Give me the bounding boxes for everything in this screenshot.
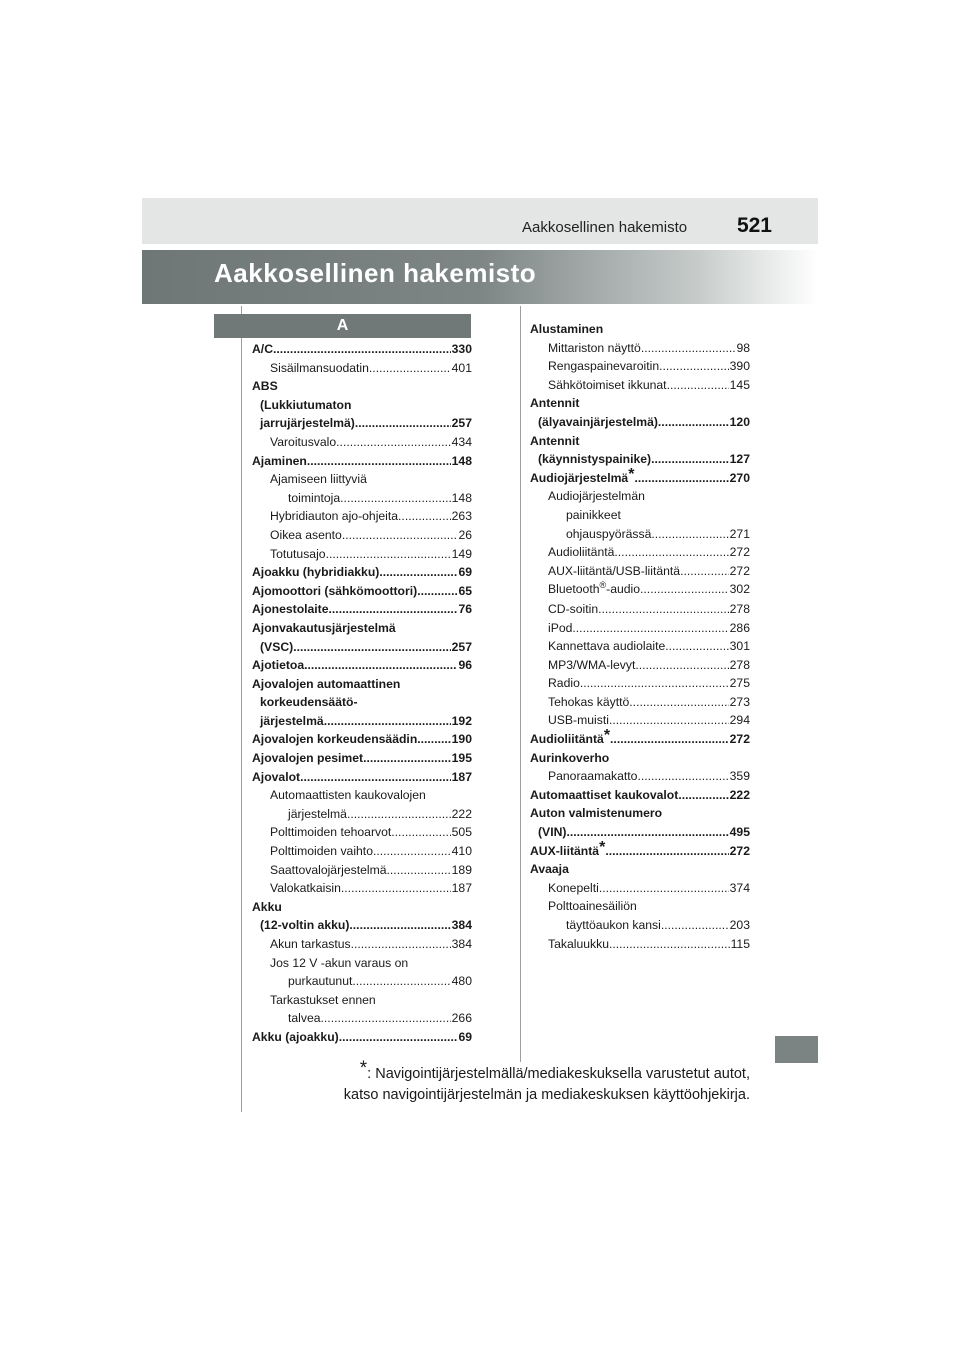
entry-label: Rengaspainevaroitin	[548, 359, 660, 374]
dot-leader	[304, 656, 457, 675]
dot-leader	[351, 935, 451, 954]
entry-page-number: 505	[451, 825, 472, 840]
entry-page-number: 278	[729, 657, 750, 672]
index-entry	[530, 580, 750, 600]
index-entry	[252, 359, 472, 378]
index-entry	[252, 1009, 472, 1028]
dot-leader	[566, 823, 728, 842]
dot-leader	[665, 637, 728, 656]
dot-leader	[341, 879, 451, 898]
index-entry	[530, 394, 750, 413]
index-column-left	[252, 340, 472, 1047]
entry-label: Saattovalojärjestelmä	[270, 862, 387, 877]
entry-label: ohjauspyörässä	[566, 526, 652, 541]
running-header-title: Aakkosellinen hakemisto	[522, 219, 688, 236]
dot-leader	[391, 823, 450, 842]
section-thumb-tab	[775, 1036, 818, 1063]
entry-label: Ajonvakautusjärjestelmä	[252, 620, 396, 635]
entry-label: CD-soitin	[548, 601, 599, 616]
page-number: 521	[736, 214, 772, 237]
index-entry	[252, 805, 472, 824]
entry-label: Oikea asento	[270, 527, 342, 542]
dot-leader	[635, 656, 728, 675]
entry-label: Ajovalojen pesimet	[252, 751, 364, 766]
entry-label: täyttöaukon kansi	[566, 918, 661, 932]
dot-leader	[355, 414, 451, 433]
index-entry	[252, 991, 472, 1010]
entry-label: Sähkötoimiset ikkunat	[548, 377, 667, 392]
entry-label: (Lukkiutumaton	[260, 397, 352, 412]
entry-label: Polttoainesäiliön	[548, 899, 637, 914]
entry-label: Ajotietoa	[252, 658, 305, 673]
dot-leader	[339, 1028, 458, 1047]
entry-label: Sisäilmansuodatin	[270, 360, 369, 375]
dot-leader	[340, 489, 450, 508]
dot-leader	[680, 562, 729, 581]
index-entry	[530, 838, 750, 861]
index-entry	[530, 897, 750, 916]
entry-label: Ajonestolaite	[252, 602, 329, 617]
index-entry	[252, 823, 472, 842]
entry-label: Totutusajo	[270, 546, 326, 561]
entry-label: Automaattiset kaukovalot	[530, 787, 679, 802]
entry-label: Ajovalot	[252, 769, 301, 784]
column-divider	[520, 306, 521, 1062]
entry-page-number: 278	[729, 601, 750, 616]
index-entry	[252, 1028, 472, 1047]
entry-page-number: 203	[729, 918, 750, 932]
index-entry	[252, 545, 472, 564]
index-entry	[252, 935, 472, 954]
index-entry	[530, 506, 750, 525]
entry-label: Antennit	[530, 433, 580, 448]
index-entry	[252, 563, 472, 582]
index-entry	[252, 675, 472, 694]
entry-page-number: 272	[729, 732, 750, 747]
dot-leader	[659, 357, 729, 376]
footnote-star: *	[599, 838, 606, 856]
entry-page-number: 374	[729, 880, 750, 895]
entry-page-number: 434	[451, 434, 472, 449]
entry-label: Akku (ajoakku)	[252, 1029, 339, 1044]
index-entry	[530, 619, 750, 638]
index-entry	[530, 465, 750, 488]
entry-label: Konepelti	[548, 880, 599, 895]
entry-page-number: 302	[729, 582, 750, 597]
footnote	[343, 1058, 750, 1106]
dot-leader	[379, 563, 457, 582]
dot-leader	[326, 545, 451, 564]
dot-leader	[658, 413, 729, 432]
entry-label: AUX-liitäntä/USB-liitäntä	[548, 563, 681, 578]
index-entry	[252, 489, 472, 508]
entry-page-number: 115	[730, 936, 750, 951]
entry-page-number: 401	[451, 360, 472, 375]
index-entry	[252, 916, 472, 935]
index-entry	[252, 712, 472, 731]
dot-leader	[641, 339, 736, 358]
entry-page-number: 384	[451, 937, 472, 951]
entry-label: Tarkastukset ennen	[270, 992, 376, 1007]
index-entry	[530, 711, 750, 730]
dot-leader	[363, 749, 451, 768]
entry-page-number: 410	[451, 844, 472, 859]
entry-label: Ajomoottori (sähkömoottori)	[252, 583, 418, 598]
dot-leader	[599, 879, 729, 898]
entry-page-number: 187	[451, 881, 472, 896]
entry-label: Ajovalojen automaattinen	[252, 676, 401, 691]
entry-label: Bluetooth	[548, 582, 600, 597]
entry-page-number: 148	[451, 453, 472, 468]
entry-page-number: 76	[458, 602, 472, 617]
index-entry	[252, 470, 472, 489]
dot-leader	[637, 767, 728, 786]
entry-label-suffix: -audio	[606, 582, 641, 597]
entry-page-number: 145	[729, 377, 750, 392]
entry-page-number: 384	[451, 918, 472, 933]
index-entry	[530, 935, 750, 954]
index-entry	[530, 860, 750, 879]
entry-label: järjestelmä	[260, 713, 324, 728]
index-entry	[252, 730, 472, 749]
entry-label: Tehokas käyttö	[548, 694, 630, 709]
index-entry	[530, 823, 750, 842]
entry-label: iPod	[548, 620, 573, 635]
entry-page-number: 26	[458, 527, 472, 542]
index-entry	[252, 396, 472, 415]
dot-leader	[324, 712, 451, 731]
index-entry	[252, 954, 472, 973]
index-entry	[530, 376, 750, 395]
dot-leader	[300, 768, 451, 787]
entry-label: (käynnistyspainike)	[538, 452, 652, 467]
entry-page-number: 359	[729, 769, 750, 784]
entry-label: (VIN)	[538, 825, 567, 840]
entry-label: talvea	[288, 1011, 321, 1026]
entry-label: Polttimoiden tehoarvot	[270, 825, 392, 840]
dot-leader	[329, 600, 458, 619]
entry-label: järjestelmä	[288, 806, 347, 821]
index-entry	[530, 487, 750, 506]
index-entry	[530, 413, 750, 432]
footnote-line-1: : Navigointijärjestelmällä/mediakeskuksella varustetut autot,	[367, 1066, 750, 1082]
index-entry	[252, 861, 472, 880]
entry-page-number: 222	[451, 806, 472, 821]
entry-page-number: 272	[729, 563, 750, 578]
entry-label: Audioliitäntä	[530, 732, 604, 747]
entry-label: Ajovalojen korkeudensäädin	[252, 732, 418, 747]
dot-leader	[321, 1009, 451, 1028]
footnote-star: *	[359, 1058, 368, 1079]
entry-label: MP3/WMA-levyt	[548, 657, 636, 672]
entry-page-number: 480	[451, 974, 472, 989]
index-entry	[252, 768, 472, 787]
dot-leader	[349, 916, 450, 935]
entry-label: Avaaja	[530, 862, 569, 877]
dot-leader	[273, 340, 451, 359]
index-entry	[252, 786, 472, 805]
index-entry	[252, 656, 472, 675]
index-entry	[530, 432, 750, 451]
entry-page-number: 257	[451, 416, 472, 431]
entry-label: jarrujärjestelmä)	[260, 416, 355, 431]
index-entry	[252, 582, 472, 601]
dot-leader	[336, 433, 450, 452]
index-entry	[530, 786, 750, 805]
index-column-right	[530, 320, 750, 953]
dot-leader	[614, 543, 728, 562]
entry-label: Radio	[548, 676, 580, 691]
entry-page-number: 270	[729, 470, 750, 485]
index-entry	[530, 450, 750, 469]
dot-leader	[347, 805, 451, 824]
index-entry	[530, 656, 750, 675]
index-entry	[530, 562, 750, 581]
entry-label: purkautunut	[288, 974, 353, 989]
dot-leader	[307, 452, 451, 471]
dot-leader	[387, 861, 451, 880]
dot-leader	[651, 450, 729, 469]
index-entry	[252, 972, 472, 991]
entry-label: toimintoja	[288, 490, 341, 505]
dot-leader	[580, 674, 729, 693]
entry-page-number: 301	[729, 639, 750, 654]
entry-label: Takaluukku	[548, 936, 609, 951]
entry-page-number: 148	[451, 490, 472, 505]
index-entry	[252, 340, 472, 359]
entry-page-number: 495	[729, 825, 750, 840]
entry-label: Panoraamakatto	[548, 769, 638, 784]
dot-leader	[293, 638, 450, 657]
index-entry	[530, 767, 750, 786]
index-entry	[530, 674, 750, 693]
index-entry	[530, 879, 750, 898]
dot-leader	[572, 619, 728, 638]
footnote-star: *	[603, 727, 611, 745]
dot-leader	[417, 730, 450, 749]
dot-leader	[634, 469, 728, 488]
entry-label: Automaattisten kaukovalojen	[270, 788, 426, 803]
entry-label: USB-muisti	[548, 713, 609, 728]
entry-page-number: 65	[458, 583, 472, 598]
dot-leader	[678, 786, 728, 805]
entry-page-number: 272	[729, 843, 750, 858]
entry-label: Auton valmistenumero	[530, 806, 663, 821]
entry-label: korkeudensäätö-	[260, 695, 358, 710]
dot-leader	[667, 376, 729, 395]
entry-page-number: 127	[729, 452, 750, 467]
entry-page-number: 120	[729, 414, 750, 429]
entry-page-number: 390	[729, 359, 750, 374]
index-entry	[252, 898, 472, 917]
entry-page-number: 98	[736, 340, 750, 355]
entry-page-number: 266	[451, 1011, 472, 1026]
entry-label: ABS	[252, 379, 278, 394]
dot-leader	[605, 842, 728, 861]
footnote-line-2: katso navigointijärjestelmän ja mediakeskuksen käyttöohjekirja.	[343, 1087, 750, 1103]
dot-leader	[609, 711, 729, 730]
index-entry	[252, 749, 472, 768]
entry-page-number: 263	[451, 509, 472, 524]
entry-label: Ajamiseen liittyviä	[270, 472, 367, 487]
index-entry	[530, 727, 750, 749]
entry-label: Alustaminen	[530, 322, 604, 336]
index-entry	[530, 525, 750, 544]
dot-leader	[651, 525, 728, 544]
entry-page-number: 69	[458, 565, 472, 580]
index-entry	[252, 507, 472, 526]
index-entry	[252, 414, 472, 433]
entry-page-number: 286	[729, 620, 750, 635]
entry-label: Akku	[252, 899, 282, 914]
registered-mark: ®	[599, 580, 607, 591]
dot-leader	[629, 693, 728, 712]
entry-label: (VSC)	[260, 639, 294, 654]
index-entry	[252, 526, 472, 545]
entry-page-number: 96	[458, 658, 472, 673]
dot-leader	[598, 600, 729, 619]
index-entry	[252, 452, 472, 471]
index-entry	[530, 357, 750, 376]
entry-page-number: 195	[451, 751, 472, 766]
index-entry	[252, 693, 472, 712]
index-entry	[252, 600, 472, 619]
entry-page-number: 330	[451, 342, 472, 356]
index-entry	[530, 804, 750, 823]
index-entry	[252, 619, 472, 638]
index-entry	[530, 600, 750, 619]
entry-label: Audiojärjestelmä	[530, 470, 629, 485]
entry-label: (12-voltin akku)	[260, 918, 350, 933]
entry-page-number: 294	[729, 713, 750, 728]
entry-page-number: 189	[451, 862, 472, 877]
index-entry	[530, 637, 750, 656]
entry-label: Jos 12 V -akun varaus on	[270, 955, 409, 970]
entry-label: AUX-liitäntä	[530, 843, 600, 858]
entry-label: A/C	[252, 342, 273, 356]
entry-page-number: 275	[729, 676, 750, 691]
index-entry	[530, 749, 750, 768]
dot-leader	[640, 580, 729, 599]
entry-label: (älyavainjärjestelmä)	[538, 414, 658, 429]
entry-page-number: 271	[729, 526, 750, 541]
left-column-rule	[241, 306, 242, 1112]
index-entry	[530, 693, 750, 712]
entry-label: Ajoakku (hybridiakku)	[252, 565, 380, 580]
index-entry	[252, 433, 472, 452]
entry-page-number: 192	[451, 713, 472, 728]
entry-page-number: 187	[451, 769, 472, 784]
index-entry	[530, 916, 750, 935]
dot-leader	[661, 916, 729, 935]
entry-page-number: 257	[451, 639, 472, 654]
dot-leader	[342, 526, 458, 545]
entry-label: Mittariston näyttö	[548, 340, 641, 355]
entry-label: Antennit	[530, 396, 580, 411]
index-entry	[530, 320, 750, 339]
index-entry	[252, 377, 472, 396]
dot-leader	[609, 935, 730, 954]
entry-page-number: 190	[451, 732, 472, 747]
entry-label: Kannettava audiolaite	[548, 639, 666, 654]
dot-leader	[369, 359, 451, 378]
page-title: Aakkosellinen hakemisto	[214, 258, 537, 288]
index-entry	[252, 879, 472, 898]
entry-page-number: 69	[458, 1029, 472, 1044]
entry-label: Valokatkaisin	[270, 881, 341, 896]
dot-leader	[352, 972, 450, 991]
letter-heading: A	[214, 314, 471, 338]
dot-leader	[610, 730, 729, 749]
entry-page-number: 222	[729, 787, 750, 802]
entry-label: Aurinkoverho	[530, 750, 610, 765]
header-band	[142, 198, 818, 244]
entry-label: painikkeet	[566, 507, 621, 522]
entry-label: Audioliitäntä	[548, 545, 615, 560]
dot-leader	[417, 582, 457, 601]
entry-label: Akun tarkastus	[270, 937, 351, 951]
entry-label: Varoitusvalo	[270, 434, 337, 449]
index-entry	[252, 842, 472, 861]
dot-leader	[398, 507, 451, 526]
entry-page-number: 149	[451, 546, 472, 561]
index-entry	[530, 543, 750, 562]
entry-label: Audiojärjestelmän	[548, 489, 645, 504]
entry-page-number: 273	[729, 694, 750, 709]
footnote-star: *	[628, 465, 635, 483]
index-entry	[530, 339, 750, 358]
entry-label: Polttimoiden vaihto	[270, 844, 373, 859]
entry-label: Ajaminen	[252, 453, 307, 468]
entry-page-number: 272	[729, 545, 750, 560]
dot-leader	[373, 842, 451, 861]
index-entry	[252, 638, 472, 657]
entry-label: Hybridiauton ajo-ohjeita	[270, 509, 399, 524]
